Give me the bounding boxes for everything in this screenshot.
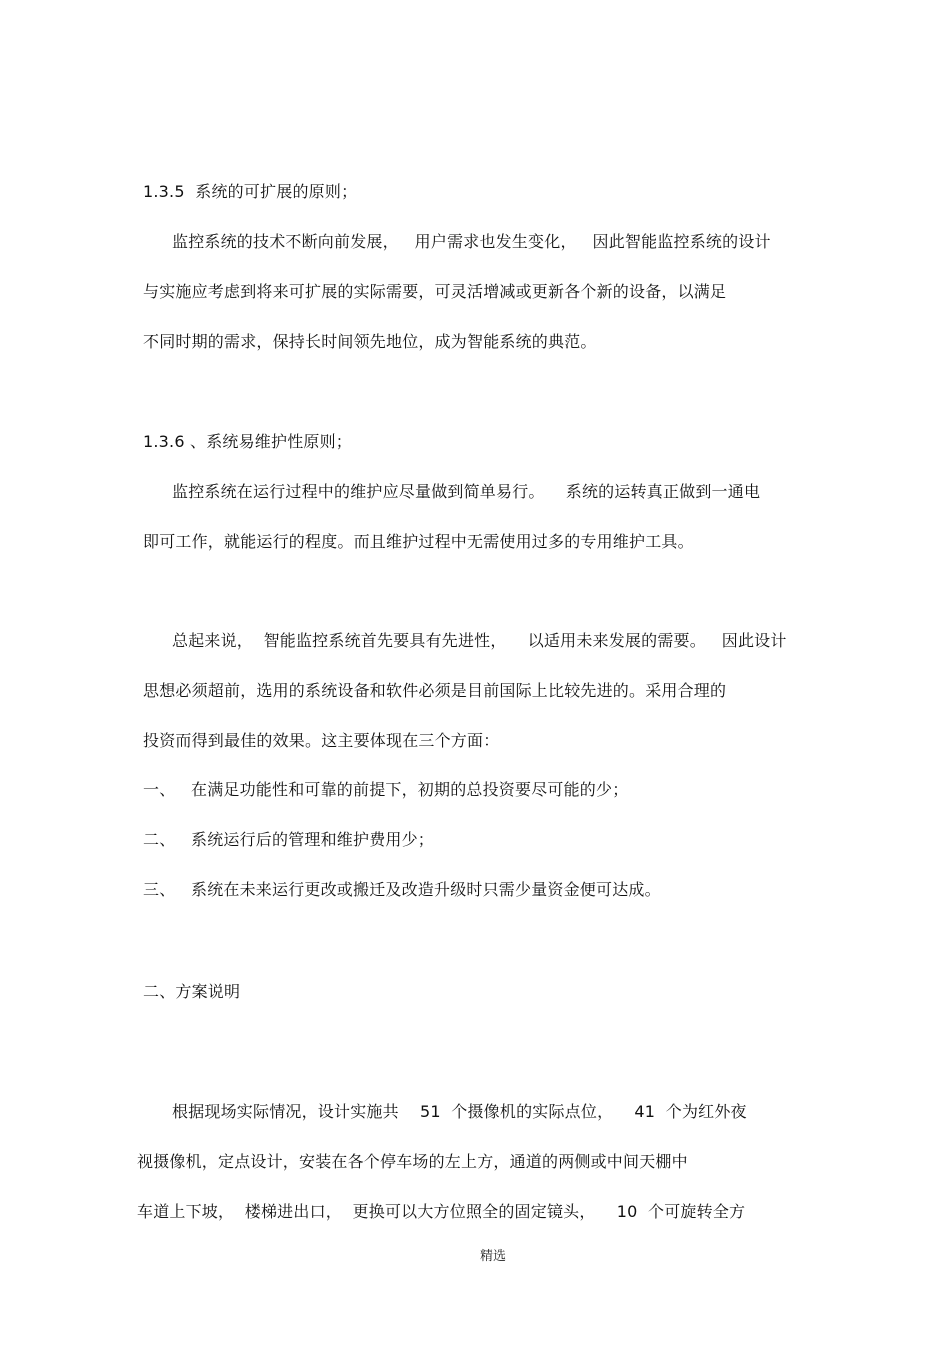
paragraph-line: 根据现场实际情况，设计实施共 51 个摄像机的实际点位， 41 个为红外夜	[172, 1102, 747, 1121]
section-heading-1-3-5: 1.3.5 系统的可扩展的原则；	[143, 182, 358, 201]
paragraph-line: 与实施应考虑到将来可扩展的实际需要，可灵活增减或更新各个新的设备，以满足	[143, 282, 727, 301]
list-marker: 三、	[143, 880, 176, 899]
section-heading-2: 二、方案说明	[143, 982, 241, 1001]
list-item-text: 系统在未来运行更改或搬迁及改造升级时只需少量资金便可达成。	[191, 880, 661, 899]
paragraph-line: 不同时期的需求，保持长时间领先地位，成为智能系统的典范。	[143, 332, 597, 351]
list-marker: 二、	[143, 830, 176, 849]
paragraph-line: 车道上下坡， 楼梯进出口， 更换可以大方位照全的固定镜头， 10 个可旋转全方	[137, 1202, 746, 1221]
list-item-text: 在满足功能性和可靠的前提下，初期的总投资要尽可能的少；	[191, 780, 629, 799]
paragraph-line: 监控系统的技术不断向前发展， 用户需求也发生变化， 因此智能监控系统的设计	[172, 232, 771, 251]
paragraph-line: 思想必须超前，选用的系统设备和软件必须是目前国际上比较先进的。采用合理的	[143, 681, 727, 700]
paragraph-line: 总起来说， 智能监控系统首先要具有先进性， 以适用未来发展的需要。 因此设计	[172, 631, 787, 650]
list-marker: 一、	[143, 780, 176, 799]
paragraph-line: 即可工作，就能运行的程度。而且维护过程中无需使用过多的专用维护工具。	[143, 532, 694, 551]
paragraph-line: 视摄像机，定点设计，安装在各个停车场的左上方，通道的两侧或中间天棚中	[137, 1152, 688, 1171]
page-footer: 精选	[480, 1249, 507, 1264]
paragraph-line: 投资而得到最佳的效果。这主要体现在三个方面：	[143, 731, 500, 750]
list-item-text: 系统运行后的管理和维护费用少；	[191, 830, 435, 849]
section-heading-1-3-6: 1.3.6 、系统易维护性原则；	[143, 432, 352, 451]
paragraph-line: 监控系统在运行过程中的维护应尽量做到简单易行。 系统的运转真正做到一通电	[172, 482, 761, 501]
